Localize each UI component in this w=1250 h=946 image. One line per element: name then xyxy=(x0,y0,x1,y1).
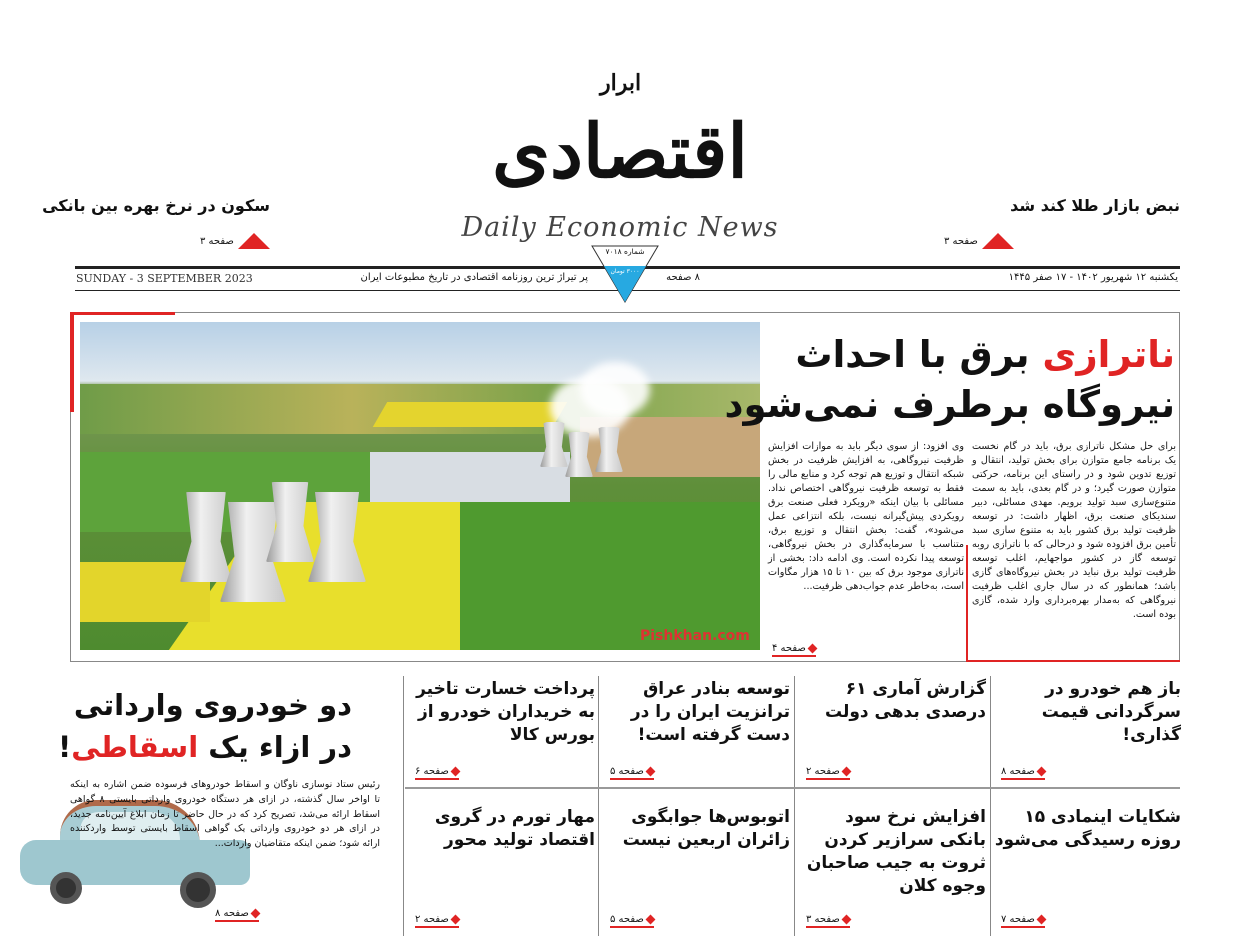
triangle-icon xyxy=(982,233,1014,249)
headline-text: دو خودروی وارداتی xyxy=(73,688,352,722)
diamond-icon xyxy=(250,909,260,919)
page-ref: صفحه ۸ xyxy=(215,908,249,919)
diamond-icon xyxy=(807,644,817,654)
logo-persian: اقتصادی xyxy=(492,109,748,195)
grid-story-title[interactable]: افزایش نرخ سود بانکی سرازیر کردن ثروت به جیب صاحبان وجوه کلان xyxy=(806,807,986,896)
grid-story-page-link[interactable] xyxy=(610,914,654,928)
lead-column-1: برای حل مشکل ناترازی برق، باید در گام نخست یک برنامه جامع متوازن برای بخش تولید، انتقال و توزیع تدوین شود و در راستای این برنامه، حرکتی متوازن صورت گیرد؛ و در گام بعدی، باید به سمت متنوع‌سازی سبد تولید برویم. مهدی مسائلی، دبیر سندیکای صنعت برق، اظهار داشت: در توسعه ظرفیت تولید برق کشور باید به متنوع سازی سبد تأمین برق افزوده شود و درحالی که با ناترازی روبه توسعه گاز در کشور مواجهایم، اغلب توسعه ظرفیت تولید برق نباید در بخش نیروگاه‌های گازی باشد؛ همانطور که در سال جاری اغلب ظرفیت نیروگاهی که به‌مدار بهره‌برداری وارد شده، گازی بوده است. xyxy=(972,441,1176,620)
grid-story-title[interactable]: توسعه بنادر عراق ترانزیت ایران را در دست گرفته است! xyxy=(630,679,790,745)
page-ref: صفحه ۳ xyxy=(200,235,234,247)
logo-english: Daily Economic News xyxy=(461,212,779,243)
grid-story-title[interactable]: پرداخت خسارت تاخیر به خریداران خودرو از بورس کالا xyxy=(416,679,595,745)
accent-bar xyxy=(966,660,1180,662)
page-ref: صفحه ۶ xyxy=(415,766,449,777)
headline-line2: نیروگاه برطرف نمی‌شود xyxy=(724,383,1175,426)
page-count: ۸ صفحه xyxy=(666,272,700,283)
page-ref: صفحه ۲ xyxy=(415,914,449,925)
issue-number: شماره ۷۰۱۸ xyxy=(605,247,645,256)
page-ref: صفحه ۲ xyxy=(806,766,840,777)
teaser-left-title[interactable]: سکون در نرخ بهره بین بانکی xyxy=(42,196,270,215)
body-text: رئیس ستاد نوسازی ناوگان و اسقاط خودروهای فرسوده ضمن اشاره به اینکه تا اواخر سال گذشته، در ازای هر دستگاه خودروی وارداتی بایستی ۸ گواهی اسقاط ارائه می‌شد، تصریح کرد که در حال حاضر تا زمان ابلاغ آیین‌نامه جدید، در ازای هر دو خودروی وارداتی یک گواهی اسقاط بایستی توسط واردکننده ارائه شود؛ ضمن اینکه متقاضیان واردات... xyxy=(70,779,380,850)
diamond-icon xyxy=(645,767,655,777)
watermark: Pishkhan.com xyxy=(640,628,750,644)
grid-story-title[interactable]: اتوبوس‌ها جوابگوی زائران اربعین نیست xyxy=(622,807,790,850)
logo-persian-small: ابرار xyxy=(600,70,642,96)
page-ref: صفحه ۴ xyxy=(772,643,806,654)
grid-story-title[interactable]: باز هم خودرو در سرگردانی قیمت گذاری! xyxy=(1041,679,1181,745)
diamond-icon xyxy=(841,767,851,777)
lead-column-2: وی افزود: از سوی دیگر باید به موازات افزایش ظرفیت نیروگاهی، به افزایش ظرفیت در بخش شبکه انتقال و توزیع هم توجه کرد و منابع مالی را فقط به توسعه ظرفیت نیروگاهی اختصاص نداد. مسائلی با بیان اینکه «رویکرد فعلی صنعت برق رویکردی پیش‌گیرانه نیست، بلکه انتزاعی عمل می‌شود»، گفت: بخش انتقال و توزیع برق، متناسب با سرمایه‌گذاری در بخش نیروگاهی، توسعه پیدا نکرده است. وی ادامه داد: بخشی از ناترازی موجود برق که بین ۱۰ تا ۱۵ هزار مگاوات است، به‌خاطر عدم جواب‌دهی ظرفیت... xyxy=(768,441,964,592)
triangle-icon xyxy=(238,233,270,249)
grid-story-title[interactable]: مهار تورم در گروی اقتصاد تولید محور xyxy=(434,807,595,850)
diamond-icon xyxy=(450,915,460,925)
lead-headline[interactable] xyxy=(724,330,1175,430)
teaser-right-page[interactable] xyxy=(944,233,1014,249)
diamond-icon xyxy=(1036,767,1046,777)
grid-story-page-link[interactable] xyxy=(415,914,459,928)
grid-story-page-link[interactable] xyxy=(415,766,459,780)
page-ref: صفحه ۵ xyxy=(610,766,644,777)
headline-text: ! xyxy=(58,730,72,764)
accent-bar xyxy=(70,312,175,315)
grid-story-title[interactable]: گزارش آماری ۶۱ درصدی بدهی دولت xyxy=(824,679,986,722)
row-divider xyxy=(405,787,1180,789)
column-divider xyxy=(598,676,599,936)
teaser-left-page[interactable] xyxy=(200,233,270,249)
headline-highlight: ناترازی xyxy=(1042,333,1175,376)
page-ref: صفحه ۵ xyxy=(610,914,644,925)
diamond-icon xyxy=(645,915,655,925)
feature-body xyxy=(70,778,380,852)
headline-highlight: اسقاطی xyxy=(71,730,199,764)
page-ref: صفحه ۳ xyxy=(806,914,840,925)
grid-story-page-link[interactable] xyxy=(806,914,850,928)
accent-bar xyxy=(966,545,968,660)
grid-story-page-link[interactable] xyxy=(1001,914,1045,928)
headline-text: در ازاء یک xyxy=(198,730,352,764)
diamond-icon xyxy=(841,915,851,925)
accent-bar xyxy=(70,312,74,412)
date-persian: یکشنبه ۱۲ شهریور ۱۴۰۲ - ۱۷ صفر ۱۴۴۵ xyxy=(1008,272,1178,283)
tagline: پر تیراژ ترین روزنامه اقتصادی در تاریخ مطبوعات ایران xyxy=(360,272,588,283)
power-plant-photo[interactable] xyxy=(80,322,760,650)
column-divider xyxy=(990,676,991,936)
grid-story-page-link[interactable] xyxy=(806,766,850,780)
diamond-icon xyxy=(1036,915,1046,925)
headline-text: برق با احداث xyxy=(795,333,1043,376)
page-ref: صفحه ۳ xyxy=(944,235,978,247)
page-ref: صفحه ۷ xyxy=(1001,914,1035,925)
grid-story-page-link[interactable] xyxy=(610,766,654,780)
grid-story-title[interactable]: شکایات اینمادی ۱۵ روزه رسیدگی می‌شود xyxy=(994,807,1181,850)
date-english: SUNDAY - 3 SEPTEMBER 2023 xyxy=(76,272,253,285)
price: ۳۰۰۰ تومان xyxy=(610,268,640,275)
diamond-icon xyxy=(450,767,460,777)
feature-page-link[interactable] xyxy=(215,908,259,922)
teaser-right-title[interactable]: نبض بازار طلا کند شد xyxy=(1010,196,1180,215)
page-ref: صفحه ۸ xyxy=(1001,766,1035,777)
grid-story-page-link[interactable] xyxy=(1001,766,1045,780)
column-divider xyxy=(403,676,404,936)
lead-page-link[interactable] xyxy=(772,643,816,657)
column-divider xyxy=(794,676,795,936)
feature-headline[interactable] xyxy=(40,684,352,768)
